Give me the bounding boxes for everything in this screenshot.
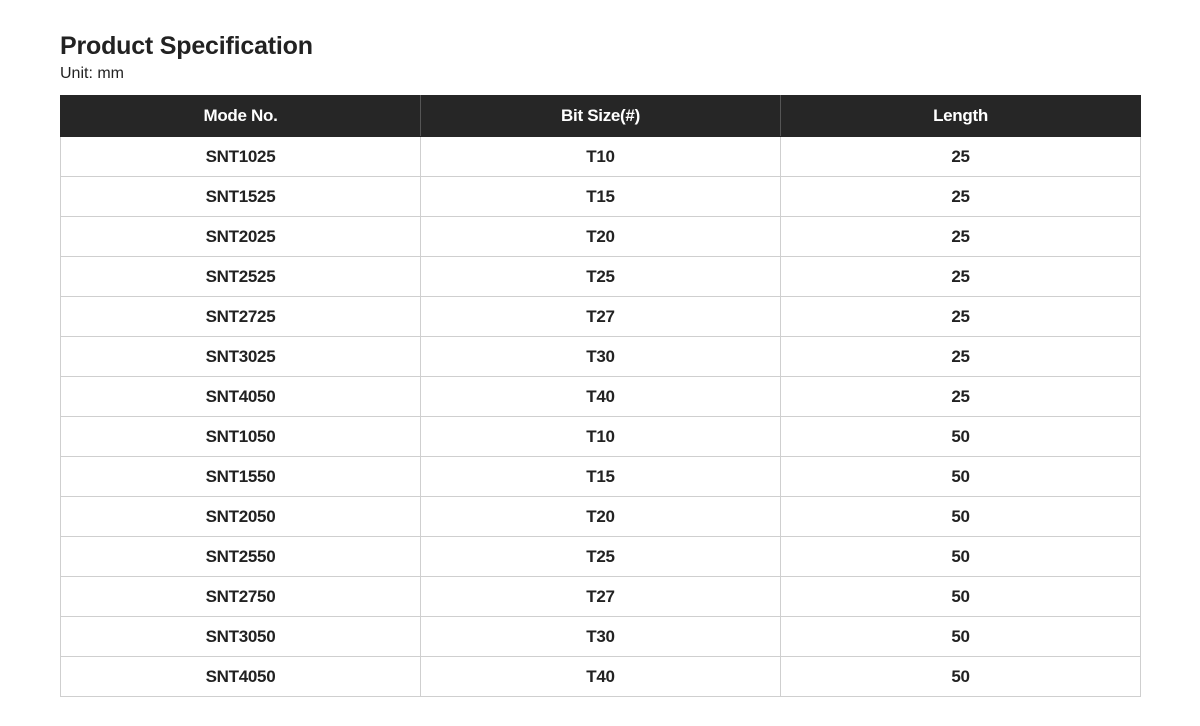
cell-bit-size: T15 [421,457,781,497]
cell-model-no: SNT4050 [61,377,421,417]
cell-length: 25 [781,337,1141,377]
cell-model-no: SNT3025 [61,337,421,377]
cell-bit-size: T25 [421,537,781,577]
cell-model-no: SNT2525 [61,257,421,297]
cell-bit-size: T27 [421,577,781,617]
cell-model-no: SNT3050 [61,617,421,657]
cell-bit-size: T27 [421,297,781,337]
cell-length: 50 [781,457,1141,497]
cell-model-no: SNT2025 [61,217,421,257]
table-row [61,457,1141,497]
cell-length: 25 [781,177,1141,217]
cell-bit-size: T30 [421,337,781,377]
cell-model-no: SNT2550 [61,537,421,577]
cell-length: 25 [781,217,1141,257]
cell-model-no: SNT2750 [61,577,421,617]
cell-length: 25 [781,137,1141,177]
spec-table [60,95,1141,697]
column-header-model: Mode No. [61,96,421,137]
cell-model-no: SNT2050 [61,497,421,537]
cell-bit-size: T10 [421,417,781,457]
cell-bit-size: T25 [421,257,781,297]
cell-bit-size: T40 [421,377,781,417]
cell-bit-size: T10 [421,137,781,177]
table-body [61,137,1141,697]
cell-bit-size: T20 [421,217,781,257]
table-row [61,337,1141,377]
cell-model-no: SNT1050 [61,417,421,457]
table-row [61,577,1141,617]
table-row [61,537,1141,577]
cell-length: 50 [781,657,1141,697]
table-row [61,617,1141,657]
cell-model-no: SNT1525 [61,177,421,217]
cell-model-no: SNT4050 [61,657,421,697]
cell-model-no: SNT2725 [61,297,421,337]
table-row [61,297,1141,337]
table-row [61,377,1141,417]
table-header [61,96,1141,137]
table-row [61,137,1141,177]
header-row [61,96,1141,137]
table-row [61,417,1141,457]
cell-length: 25 [781,377,1141,417]
unit-label: Unit: mm [60,65,124,82]
cell-model-no: SNT1025 [61,137,421,177]
cell-length: 25 [781,257,1141,297]
cell-length: 50 [781,417,1141,457]
page-title: Product Specification [60,32,313,60]
cell-length: 50 [781,577,1141,617]
table-row [61,657,1141,697]
cell-bit-size: T15 [421,177,781,217]
cell-bit-size: T30 [421,617,781,657]
spec-header [60,30,313,86]
column-header-bit-size: Bit Size(#) [421,96,781,137]
cell-length: 25 [781,297,1141,337]
cell-bit-size: T40 [421,657,781,697]
cell-model-no: SNT1550 [61,457,421,497]
table-row [61,257,1141,297]
cell-bit-size: T20 [421,497,781,537]
table-row [61,497,1141,537]
cell-length: 50 [781,537,1141,577]
column-header-length: Length [781,96,1141,137]
table-row [61,177,1141,217]
cell-length: 50 [781,617,1141,657]
table-row [61,217,1141,257]
cell-length: 50 [781,497,1141,537]
